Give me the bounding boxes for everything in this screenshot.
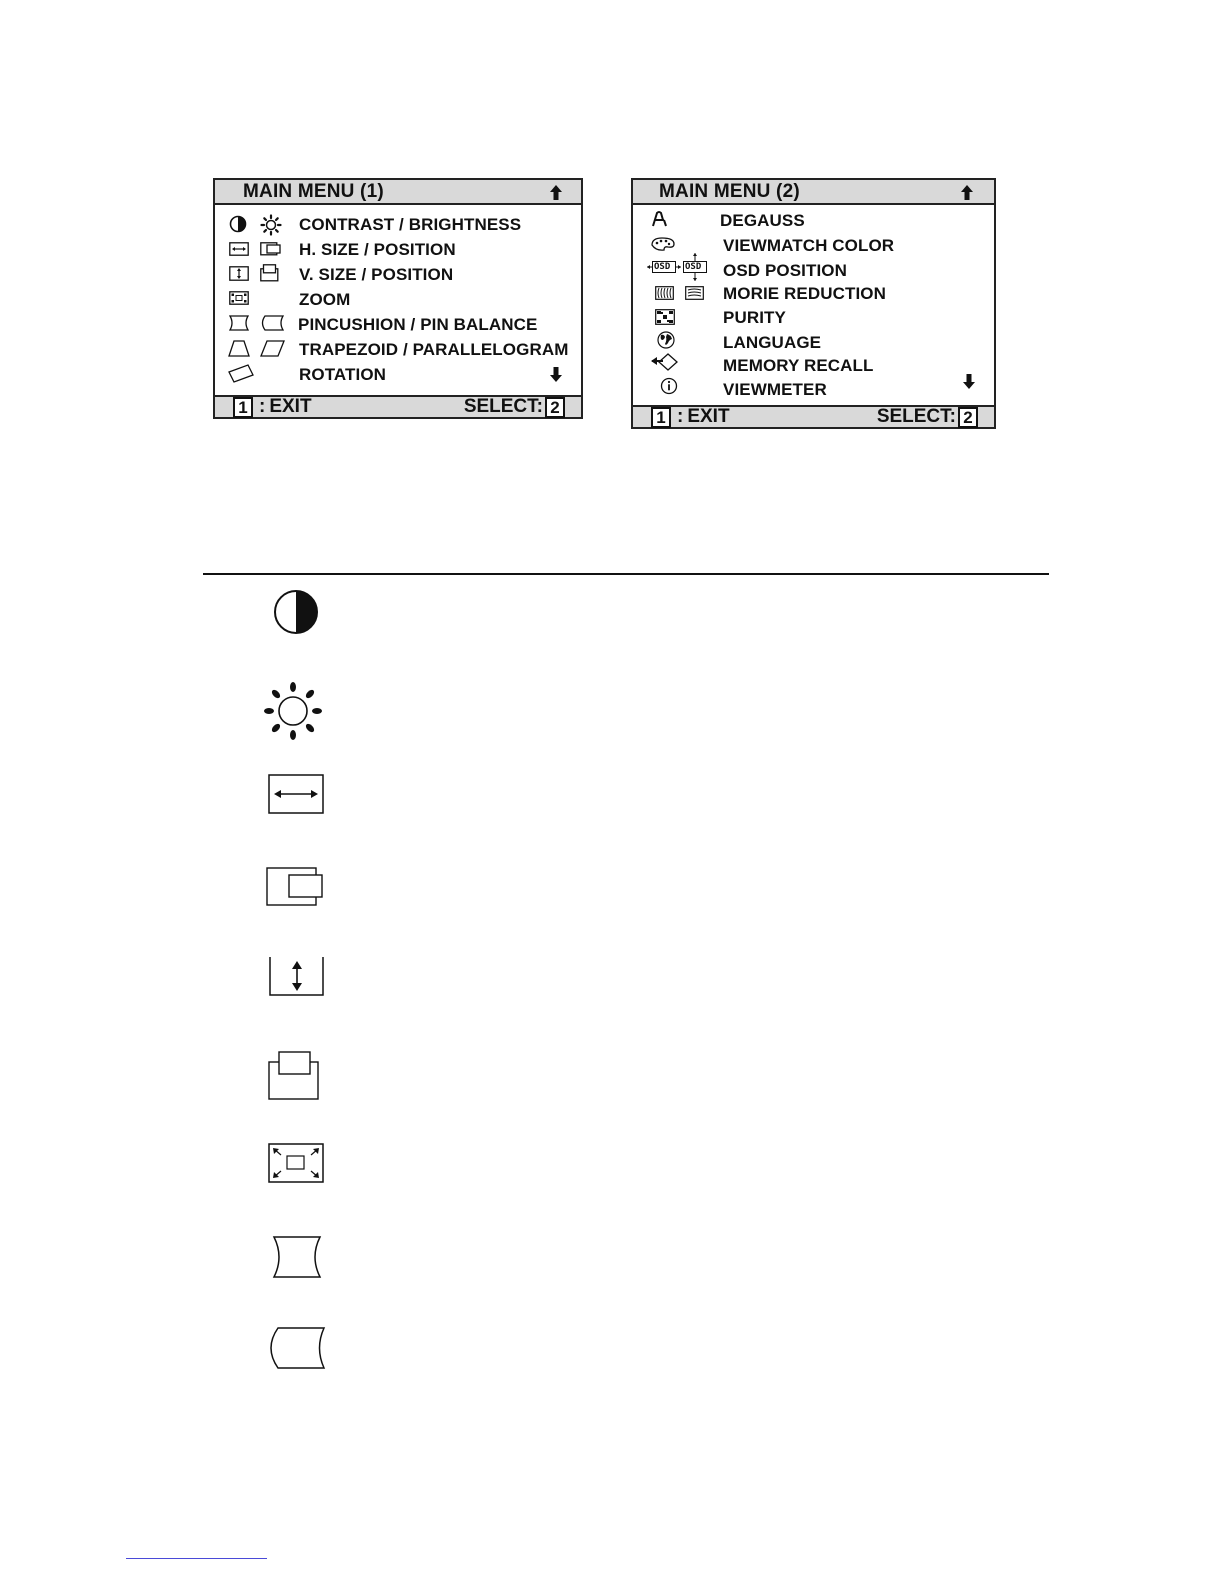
h-size-icon — [229, 242, 249, 256]
footer-colon: : — [259, 396, 266, 417]
brightness-icon — [260, 214, 282, 236]
main-menu-1-panel — [213, 178, 583, 419]
menu2-item-purity[interactable]: PURITY — [723, 308, 786, 327]
menu1-title-bar — [215, 180, 581, 205]
main-menu-2-panel — [631, 178, 996, 429]
select-key-2: 2 — [545, 397, 565, 418]
menu2-item-viewmeter[interactable]: VIEWMETER — [723, 380, 827, 399]
v-position-icon — [268, 1051, 320, 1101]
memory-recall-icon — [651, 353, 679, 371]
moire-icon — [655, 286, 674, 300]
info-icon — [660, 377, 678, 395]
arrow-up-icon[interactable] — [549, 184, 563, 201]
menu1-exit-control[interactable] — [233, 396, 312, 418]
trapezoid-icon — [228, 340, 250, 357]
menu2-item-degauss[interactable]: DEGAUSS — [720, 211, 805, 230]
menu2-title-bar — [633, 180, 994, 205]
h-position-icon — [260, 241, 282, 256]
arrow-down-icon[interactable] — [962, 373, 976, 390]
parallelogram-icon — [260, 340, 285, 357]
purity-icon — [655, 309, 675, 325]
menu1-item-rotation[interactable]: ROTATION — [299, 365, 387, 384]
v-position-icon — [260, 264, 280, 282]
select-label: SELECT: — [463, 396, 543, 417]
menu1-select-control[interactable] — [464, 396, 565, 418]
pincushion-icon — [229, 315, 249, 331]
pin-balance-icon — [266, 1327, 326, 1369]
arrow-up-icon[interactable] — [960, 184, 974, 201]
menu2-item-viewmatch-color[interactable]: VIEWMATCH COLOR — [723, 236, 895, 255]
exit-key-1: 1 — [233, 397, 253, 418]
menu1-item-zoom[interactable]: ZOOM — [299, 290, 351, 309]
exit-label: EXIT — [269, 396, 312, 417]
h-size-icon — [268, 774, 324, 814]
menu1-item-trapezoid-parallelogram[interactable]: TRAPEZOID / PARALLELOGRAM — [299, 340, 569, 359]
menu2-select-control[interactable] — [877, 406, 978, 428]
select-key-2: 2 — [958, 407, 978, 428]
menu1-item-h-size-position[interactable]: H. SIZE / POSITION — [299, 240, 456, 259]
arrow-down-icon[interactable] — [549, 366, 563, 383]
menu1-footer — [215, 395, 581, 417]
menu2-item-morie-reduction[interactable]: MORIE REDUCTION — [723, 284, 886, 303]
menu1-item-contrast-brightness[interactable]: CONTRAST / BRIGHTNESS — [299, 215, 522, 234]
menu2-item-memory-recall[interactable]: MEMORY RECALL — [723, 356, 874, 375]
zoom-icon — [268, 1143, 324, 1183]
pincushion-icon — [270, 1236, 324, 1278]
contrast-icon — [273, 589, 319, 635]
degauss-icon — [650, 210, 668, 228]
menu2-title: MAIN MENU (2) — [659, 181, 800, 202]
osd-glyph: OSD — [685, 262, 702, 272]
menu1-item-pincushion-pin-balance[interactable]: PINCUSHION / PIN BALANCE — [298, 315, 538, 334]
palette-icon — [650, 236, 676, 252]
section-divider — [203, 573, 1049, 575]
brightness-icon — [264, 682, 322, 740]
osd-glyph: OSD — [654, 262, 671, 272]
pin-balance-icon — [260, 315, 284, 331]
v-size-icon — [269, 957, 325, 997]
exit-key-1: 1 — [651, 407, 671, 428]
menu1-title: MAIN MENU (1) — [243, 181, 384, 202]
rotation-icon — [228, 364, 254, 383]
select-label: SELECT: — [876, 406, 956, 427]
v-size-icon — [229, 266, 249, 281]
osd-v-position-icon — [683, 253, 707, 281]
menu2-item-language[interactable]: LANGUAGE — [723, 333, 822, 352]
osd-h-position-icon — [647, 259, 681, 275]
moire-reduced-icon — [685, 286, 704, 300]
h-position-icon — [266, 867, 324, 907]
footer-colon: : — [677, 406, 684, 427]
zoom-icon — [229, 291, 249, 305]
footer-link-underline[interactable] — [126, 1558, 267, 1559]
menu2-exit-control[interactable] — [651, 406, 730, 428]
exit-label: EXIT — [687, 406, 730, 427]
menu2-item-osd-position[interactable]: OSD POSITION — [723, 261, 847, 280]
globe-icon — [657, 331, 675, 349]
menu2-footer — [633, 405, 994, 427]
menu1-item-v-size-position[interactable]: V. SIZE / POSITION — [299, 265, 454, 284]
contrast-icon — [229, 215, 247, 233]
